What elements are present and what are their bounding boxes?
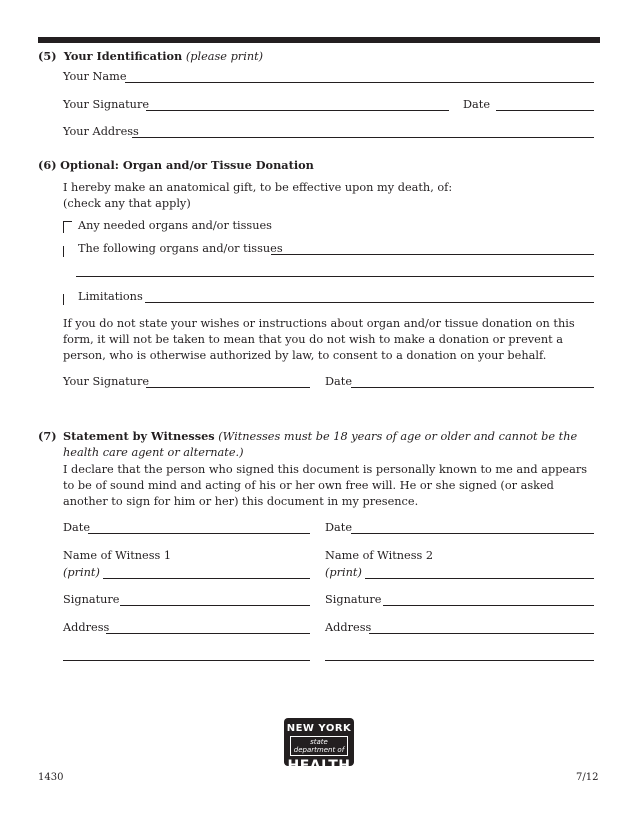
your-address-field[interactable] <box>132 137 594 138</box>
logo-line3: HEALTH <box>287 758 351 774</box>
witness2-address-label: Address <box>325 621 372 634</box>
your-name-row <box>63 70 127 84</box>
witness2-name-field[interactable] <box>365 578 594 579</box>
section6-intro <box>63 180 593 212</box>
logo-line1: NEW YORK <box>286 723 352 734</box>
witness2-signature-label: Signature <box>325 593 382 606</box>
section6-number: (6) <box>38 158 57 172</box>
witness2-date-label: Date <box>325 521 353 534</box>
witness1-date-field[interactable] <box>88 533 310 534</box>
section7-number: (7) <box>38 429 57 443</box>
witness2-address-field-2[interactable] <box>325 660 594 661</box>
witness2-name-label: Name of Witness 2 <box>325 549 434 562</box>
witness2-signature-field[interactable] <box>383 605 594 606</box>
logo-line2: state department of <box>290 736 348 756</box>
date-row <box>463 98 490 112</box>
section5-number: (5) <box>38 49 57 63</box>
witness1-signature-label: Signature <box>63 593 120 606</box>
witness1-address-label: Address <box>63 621 110 634</box>
option3-row <box>78 290 143 304</box>
option2-field-continued[interactable] <box>76 276 594 277</box>
section5-title: Your Identification <box>63 49 183 63</box>
donation-disclaimer: If you do not state your wishes or instructions about organ and/or tissue donation on this form, it will not be taken to mean that you do not wish to make a donation or prevent a person, who is otherwise authorized by law, to consent to a donation on your behalf. <box>63 317 575 362</box>
option1-row <box>78 219 272 233</box>
option1-label: Any needed organs and/or tissues <box>78 219 272 232</box>
your-name-label: Your Name <box>63 70 127 83</box>
option3-checkbox[interactable] <box>63 294 72 305</box>
section7-note: (Witnesses must be 18 years of age or older and cannot be the health care agent or alternate.) <box>63 430 578 459</box>
witness-declaration: I declare that the person who signed this document is personally known to me and appears to be of sound mind and acting of his or her own free will. He or she signed (or asked another to sign for him or her) this document in my presence. <box>63 463 588 508</box>
section7-title: Statement by Witnesses <box>63 429 215 443</box>
donation-signature-row <box>63 375 149 389</box>
section5-heading <box>38 48 263 65</box>
witness2-address-field[interactable] <box>369 633 594 634</box>
date-field[interactable] <box>496 110 594 111</box>
witness1-name-field[interactable] <box>103 578 310 579</box>
revision-date: 7/12 <box>576 772 599 783</box>
donation-date-field[interactable] <box>351 387 594 388</box>
donation-intro: I hereby make an anatomical gift, to be effective upon my death, of: <box>63 181 453 194</box>
witness2-print-label: (print) <box>325 566 362 579</box>
witness1-address-field-2[interactable] <box>63 660 310 661</box>
witness2-address-row <box>325 621 371 635</box>
option2-label: The following organs and/or tissues <box>78 242 283 255</box>
your-signature-field[interactable] <box>146 110 449 111</box>
section5-note: (please print) <box>185 50 264 63</box>
witness2-print-row <box>325 566 362 580</box>
witness1-name-row <box>63 549 171 563</box>
witness2-signature-row <box>325 593 382 607</box>
date-label: Date <box>463 98 491 111</box>
check-note: (check any that apply) <box>63 197 191 210</box>
witness1-date-row <box>63 521 90 535</box>
limitations-field[interactable] <box>145 302 594 303</box>
nys-health-logo <box>284 718 354 774</box>
donation-date-row <box>325 375 352 389</box>
witness2-name-row <box>325 549 433 563</box>
your-signature-label: Your Signature <box>63 98 150 111</box>
section6-title: Optional: Organ and/or Tissue Donation <box>60 158 314 172</box>
your-address-label: Your Address <box>63 125 139 138</box>
witness1-signature-field[interactable] <box>120 605 310 606</box>
witness1-name-label: Name of Witness 1 <box>63 549 172 562</box>
top-rule <box>38 37 600 43</box>
donation-date-label: Date <box>325 375 353 388</box>
option1-checkbox[interactable] <box>63 221 72 233</box>
option2-row <box>78 242 283 256</box>
option2-checkbox[interactable] <box>63 246 72 257</box>
your-signature-row <box>63 98 149 112</box>
option2-field[interactable] <box>271 254 594 255</box>
witness1-address-field[interactable] <box>106 633 310 634</box>
section7-heading <box>38 428 598 461</box>
witness1-signature-row <box>63 593 120 607</box>
option3-label: Limitations <box>78 290 143 303</box>
section6-heading <box>38 157 314 174</box>
witness1-date-label: Date <box>63 521 91 534</box>
witness1-address-row <box>63 621 109 635</box>
witness1-print-label: (print) <box>63 566 100 579</box>
witness1-print-row <box>63 566 100 580</box>
donation-signature-label: Your Signature <box>63 375 150 388</box>
your-name-field[interactable] <box>125 82 594 83</box>
witness2-date-field[interactable] <box>351 533 594 534</box>
witness2-date-row <box>325 521 352 535</box>
donation-signature-field[interactable] <box>146 387 310 388</box>
your-address-row <box>63 125 139 139</box>
form-number: 1430 <box>38 772 64 783</box>
